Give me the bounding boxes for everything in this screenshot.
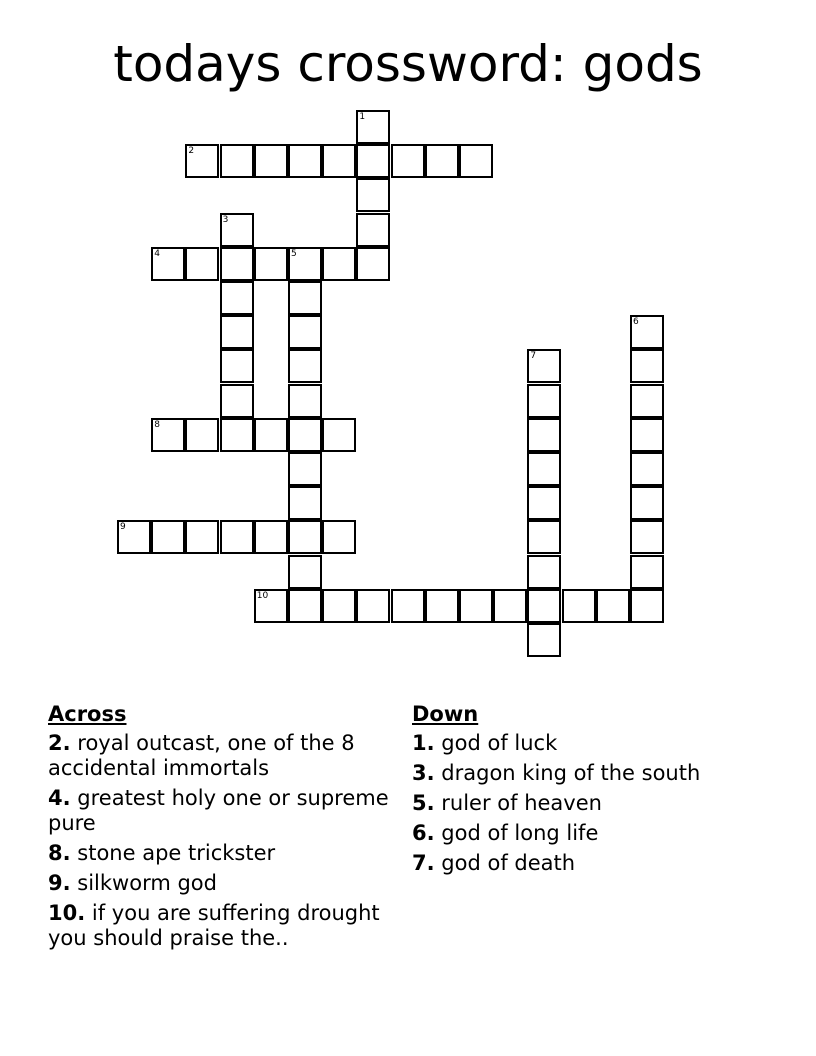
clue-number: 7.	[412, 851, 435, 875]
clue-number-label: 7	[530, 351, 537, 362]
clue-number: 2.	[48, 731, 71, 755]
grid-cell[interactable]	[527, 589, 561, 623]
clue-number-label: 2	[188, 146, 195, 157]
clue-number-label: 4	[154, 248, 160, 259]
down-clue	[412, 791, 752, 816]
grid-cell[interactable]	[185, 247, 219, 281]
grid-cell[interactable]	[185, 418, 219, 452]
grid-cell[interactable]	[596, 589, 630, 623]
grid-cell[interactable]	[356, 247, 390, 281]
page-title: todays crossword: gods	[113, 35, 703, 93]
grid-cell[interactable]	[254, 589, 288, 623]
grid-cell[interactable]	[356, 213, 390, 247]
grid-cell[interactable]	[527, 623, 561, 657]
grid-cell[interactable]	[630, 349, 664, 383]
grid-cell[interactable]	[630, 384, 664, 418]
grid-cell[interactable]	[391, 144, 425, 178]
grid-cell[interactable]	[459, 144, 493, 178]
grid-cell[interactable]	[527, 349, 561, 383]
grid-cell[interactable]	[254, 144, 288, 178]
grid-cell[interactable]	[356, 178, 390, 212]
clue-text: greatest holy one or supreme pure	[48, 786, 389, 835]
clue-number: 10.	[48, 901, 86, 925]
grid-cell[interactable]	[288, 247, 322, 281]
grid-cell[interactable]	[151, 418, 185, 452]
down-clue	[412, 761, 752, 786]
grid-cell[interactable]	[288, 144, 322, 178]
grid-cell[interactable]	[220, 418, 254, 452]
grid-cell[interactable]	[322, 144, 356, 178]
grid-cell[interactable]	[254, 520, 288, 554]
grid-cell[interactable]	[185, 520, 219, 554]
grid-cell[interactable]	[527, 555, 561, 589]
grid-cell[interactable]	[630, 520, 664, 554]
across-clue	[48, 786, 403, 836]
grid-cell[interactable]	[254, 418, 288, 452]
grid-cell[interactable]	[288, 281, 322, 315]
grid-cell[interactable]	[288, 589, 322, 623]
grid-cell[interactable]	[493, 589, 527, 623]
grid-cell[interactable]	[185, 144, 219, 178]
grid-cell[interactable]	[254, 247, 288, 281]
across-heading: Across	[48, 702, 127, 726]
grid-cell[interactable]	[459, 589, 493, 623]
clue-number-label: 8	[154, 419, 160, 430]
grid-cell[interactable]	[288, 452, 322, 486]
grid-cell[interactable]	[527, 452, 561, 486]
across-clue	[48, 841, 403, 866]
across-clues	[48, 702, 403, 956]
down-clues	[412, 702, 752, 881]
grid-cell[interactable]	[322, 589, 356, 623]
clue-number: 5.	[412, 791, 435, 815]
clue-number: 1.	[412, 731, 435, 755]
grid-cell[interactable]	[527, 418, 561, 452]
clue-text: god of death	[441, 851, 576, 875]
grid-cell[interactable]	[220, 213, 254, 247]
grid-cell[interactable]	[630, 555, 664, 589]
clue-number: 9.	[48, 871, 71, 895]
grid-cell[interactable]	[630, 452, 664, 486]
across-clue	[48, 871, 403, 896]
grid-cell[interactable]	[220, 384, 254, 418]
grid-cell[interactable]	[151, 247, 185, 281]
clue-number: 4.	[48, 786, 71, 810]
grid-cell[interactable]	[220, 520, 254, 554]
clue-text: ruler of heaven	[441, 791, 602, 815]
grid-cell[interactable]	[288, 520, 322, 554]
clue-number-label: 5	[291, 248, 297, 259]
clue-text: stone ape trickster	[77, 841, 276, 865]
clue-text: royal outcast, one of the 8 accidental immortals	[48, 731, 355, 780]
grid-cell[interactable]	[288, 486, 322, 520]
grid-cell[interactable]	[425, 144, 459, 178]
grid-cell[interactable]	[630, 418, 664, 452]
down-heading: Down	[412, 702, 479, 726]
grid-cell[interactable]	[425, 589, 459, 623]
clue-number-label: 9	[120, 522, 126, 533]
grid-cell[interactable]	[527, 486, 561, 520]
grid-cell[interactable]	[288, 384, 322, 418]
grid-cell[interactable]	[630, 589, 664, 623]
grid-cell[interactable]	[322, 520, 356, 554]
grid-cell[interactable]	[288, 349, 322, 383]
across-clue	[48, 901, 403, 951]
grid-cell[interactable]	[322, 247, 356, 281]
down-clue	[412, 821, 752, 846]
clue-number-label: 10	[256, 590, 269, 601]
grid-cell[interactable]	[220, 247, 254, 281]
down-clue	[412, 731, 752, 756]
across-clue	[48, 731, 403, 781]
grid-cell[interactable]	[562, 589, 596, 623]
grid-cell[interactable]	[322, 418, 356, 452]
clue-number: 3.	[412, 761, 435, 785]
grid-cell[interactable]	[288, 418, 322, 452]
grid-cell[interactable]	[220, 349, 254, 383]
clue-number-label: 1	[359, 112, 366, 122]
grid-cell[interactable]	[527, 384, 561, 418]
clue-text: god of luck	[441, 731, 558, 755]
clue-number: 6.	[412, 821, 435, 845]
grid-cell[interactable]	[391, 589, 425, 623]
grid-cell[interactable]	[356, 144, 390, 178]
grid-cell[interactable]	[356, 589, 390, 623]
grid-cell[interactable]	[151, 520, 185, 554]
clue-text: if you are suffering drought you should praise the..	[48, 901, 380, 950]
grid-cell[interactable]	[220, 281, 254, 315]
grid-cell[interactable]	[288, 555, 322, 589]
clue-number: 8.	[48, 841, 71, 865]
grid-cell[interactable]	[288, 315, 322, 349]
grid-cell[interactable]	[220, 315, 254, 349]
clue-text: silkworm god	[77, 871, 217, 895]
grid-cell[interactable]	[356, 110, 390, 144]
clue-number-label: 3	[222, 214, 229, 225]
grid-cell[interactable]	[630, 486, 664, 520]
clue-number-label: 6	[633, 317, 639, 328]
down-clue	[412, 851, 752, 876]
clue-text: dragon king of the south	[441, 761, 701, 785]
grid-cell[interactable]	[117, 520, 151, 554]
grid-cell[interactable]	[630, 315, 664, 349]
grid-cell[interactable]	[527, 520, 561, 554]
grid-cell[interactable]	[220, 144, 254, 178]
clue-text: god of long life	[441, 821, 599, 845]
